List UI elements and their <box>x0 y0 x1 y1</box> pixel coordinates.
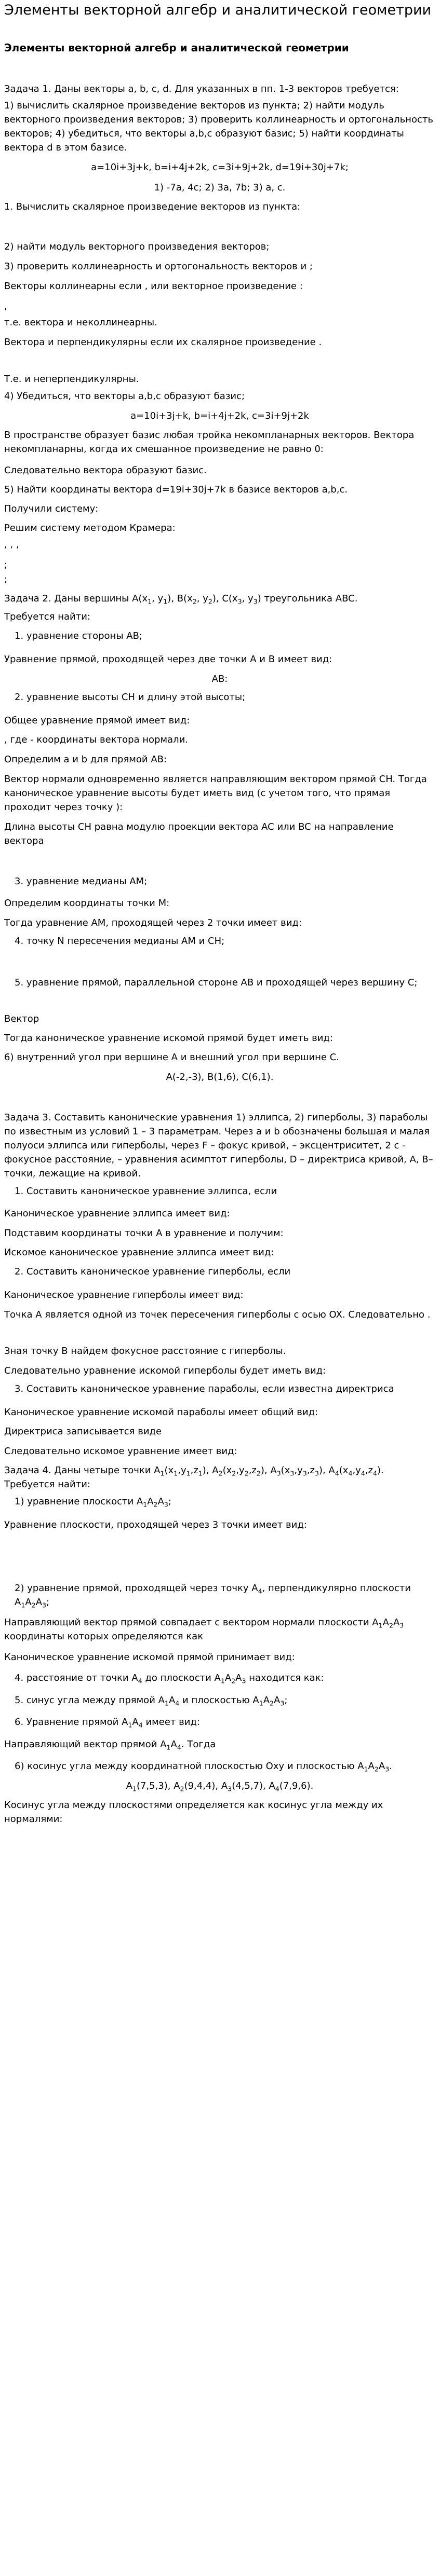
section-title: Элементы векторной алгебр и аналитической геометрии <box>4 42 349 54</box>
paragraph: ; <box>4 574 8 585</box>
paragraph: Подставим координаты точки A в уравнение и получим: <box>4 1228 284 1239</box>
paragraph: Т.е. и неперпендикулярны. <box>4 374 139 385</box>
task-4-step-2: 2) уравнение прямой, проходящей через точку $A_4$, перпендикулярно плоскости $A_1A_2A_3$; <box>15 1583 411 1609</box>
paragraph: Направляющий вектор прямой совпадает с вектором нормали плоскости $A_1A_2A_3$ координаты которых определяются как <box>4 1617 404 1642</box>
task-2-step-1: 1. уравнение стороны AB; <box>15 631 142 641</box>
paragraph: Векторы коллинеарны если , или векторное произведение : <box>4 281 303 292</box>
task-1-step-5: 5) Найти координаты вектора d=19i+30j+7k в базисе векторов a,b,c. <box>4 484 348 495</box>
paragraph: Искомое каноническое уравнение эллипса имеет вид: <box>4 1247 274 1258</box>
task-2-step-3: 3. уравнение медианы AM; <box>15 876 148 887</box>
paragraph: В пространстве образует базис любая тройка некомпланарных векторов. Вектора некомпланарны, когда их смешанное произведение не равно 0: <box>4 430 415 455</box>
task-1-basis-vectors: a=10i+3j+k, b=i+4j+2k, c=3i+9j+2k <box>130 410 309 421</box>
task-4-points: $A_1(7,5,3)$, $A_2(9,4,4)$, $A_3(4,5,7)$, $A_4(7,9,6)$. <box>126 1780 314 1793</box>
task-4-step-6b: 6) косинус угла между координатной плоскостью Oxy и плоскостью $A_1A_2A_3$. <box>15 1761 392 1773</box>
paragraph: Определим координаты точки M: <box>4 898 170 909</box>
task-4-step-5: 5. синус угла между прямой $A_1A_4$ и плоскостью $A_1A_2A_3$; <box>15 1695 288 1707</box>
task-3-statement: Задача 3. Составить канонические уравнения 1) эллипса, 2) гиперболы, 3) параболы по известным из условий 1 – 3 параметрам. Через a и b обозначены большая и малая полуоси эллипса или гиперболы, через F – фокус кривой, – эксцентриситет, 2 c - фокусное расстояние, – уравнения асимптот гиперболы, D – директриса кривой, A, B– точки, лежащие на кривой. <box>4 1112 433 1179</box>
task-1-requirements: 1) вычислить скалярное произведение векторов из пункта; 2) найти модуль векторного произведения векторов; 3) проверить коллинеарность и ортогональность векторов; 4) убедиться, что векторы a,b,c образуют базис; 5) найти координаты вектора d в этом базисе. <box>4 100 433 153</box>
paragraph: Уравнение плоскости, проходящей через 3 точки имеет вид: <box>4 1519 307 1530</box>
paragraph: , где - координаты вектора нормали. <box>4 734 189 745</box>
page-title: Элементы векторной алгебр и аналитической геометрии <box>4 2 432 18</box>
paragraph: , , , <box>4 539 19 550</box>
task-4-step-1: 1) уравнение плоскости $A_1A_2A_3$; <box>15 1496 171 1509</box>
paragraph: Длина высоты CH равна модулю проекции вектора AC или BC на направление вектора <box>4 821 394 846</box>
paragraph: Вектора и перпендикулярны если их скалярное произведение . <box>4 337 322 348</box>
paragraph: Следовательно искомое уравнение имеет вид: <box>4 1446 237 1457</box>
paragraph: Получили систему: <box>4 503 99 514</box>
paragraph: Каноническое уравнение гиперболы имеет вид: <box>4 1290 244 1300</box>
paragraph: Каноническое уравнение искомой прямой принимает вид: <box>4 1652 295 1663</box>
paragraph: т.е. вектора и неколлинеарны. <box>4 317 157 328</box>
paragraph: Вектор нормали одновременно является направляющим вектором прямой CH. Тогда каноническое уравнение высоты будет иметь вид (с учетом того, что прямая проходит через точку ): <box>4 774 427 813</box>
task-1-points: 1) -7a, 4c; 2) 3a, 7b; 3) a, c. <box>154 182 286 193</box>
paragraph: Следовательно уравнение искомой гиперболы будет иметь вид: <box>4 1365 326 1376</box>
task-1-step-4: 4) Убедиться, что векторы a,b,c образуют базис; <box>4 391 245 402</box>
task-1-statement: Задача 1. Даны векторы a, b, c, d. Для указанных в пп. 1-3 векторов требуется: <box>4 84 399 94</box>
task-4-step-4: 4. расстояние от точки $A_4$ до плоскости $A_1A_2A_3$ находится как: <box>15 1673 324 1685</box>
task-1-step-3: 3) проверить коллинеарность и ортогональность векторов и ; <box>4 261 313 272</box>
paragraph: Следовательно вектора образуют базис. <box>4 465 207 476</box>
task-3-step-1: 1. Составить каноническое уравнение эллипса, если <box>15 1186 277 1197</box>
paragraph: Требуется найти: <box>4 611 90 622</box>
task-2-statement: Задача 2. Даны вершины $A(x_1$, $y_1$), $B(x_2$, $y_2$), $C(x_3$, $y_3$) треугольника ABC. <box>4 593 358 606</box>
paragraph: Каноническое уравнение искомой параболы имеет общий вид: <box>4 1407 318 1418</box>
paragraph: , <box>4 301 7 312</box>
paragraph: Зная точку B найдем фокусное расстояние с гиперболы. <box>4 1346 286 1356</box>
paragraph: Точка A является одной из точек пересечения гиперболы с осью OX. Следовательно . <box>4 1309 431 1320</box>
paragraph: Уравнение прямой, проходящей через две точки A и B имеет вид: <box>4 654 332 665</box>
task-2-points: A(-2,-3), B(1,6), C(6,1). <box>166 1072 274 1083</box>
task-3-step-3: 3. Составить каноническое уравнение параболы, если известна директриса <box>15 1383 394 1394</box>
paragraph: Косинус угла между плоскостями определяется как косинус угла между их нормалями: <box>4 1800 383 1825</box>
task-1-step-1: 1. Вычислить скалярное произведение векторов из пункта: <box>4 201 301 212</box>
paragraph: Определим a и b для прямой AB: <box>4 754 167 765</box>
task-1-step-2: 2) найти модуль векторного произведения векторов; <box>4 241 270 252</box>
task-4-step-6: 6. Уравнение прямой $A_1A_4$ имеет вид: <box>15 1717 200 1729</box>
paragraph: ; <box>4 559 8 570</box>
line-ab-label: AB: <box>211 674 228 684</box>
task-3-step-2: 2. Составить каноническое уравнение гиперболы, если <box>15 1266 291 1277</box>
paragraph: Направляющий вектор прямой $A_1A_4$. Тогда <box>4 1739 216 1751</box>
paragraph: Решим систему методом Крамера: <box>4 523 176 533</box>
task-1-vectors: a=10i+3j+k, b=i+4j+2k, c=3i+9j+2k, d=19i+30j+7k; <box>91 162 349 173</box>
task-2-step-6: 6) внутренний угол при вершине A и внешний угол при вершине C. <box>4 1052 340 1063</box>
task-2-step-2: 2. уравнение высоты CH и длину этой высоты; <box>15 692 246 703</box>
paragraph: Директриса записывается виде <box>4 1426 162 1437</box>
paragraph: Тогда каноническое уравнение искомой прямой будет иметь вид: <box>4 1033 333 1044</box>
task-2-step-4: 4. точку N пересечения медианы AM и CH; <box>15 936 225 947</box>
paragraph: Каноническое уравнение эллипса имеет вид: <box>4 1208 230 1219</box>
paragraph: Тогда уравнение AM, проходящей через 2 точки имеет вид: <box>4 917 302 928</box>
task-2-step-5: 5. уравнение прямой, параллельной стороне AB и проходящей через вершину C; <box>15 977 418 988</box>
task-4-statement: Задача 4. Даны четыре точки $A_1(x_1,y_1,z_1)$, $A_2(x_2,y_2,z_2)$, $A_3(x_3,y_3,z_3)$, $A_4(x_4,y_4,z_4)$. Требуется найти: <box>4 1465 384 1490</box>
paragraph: Общее уравнение прямой имеет вид: <box>4 715 190 726</box>
paragraph: Вектор <box>4 1013 39 1024</box>
